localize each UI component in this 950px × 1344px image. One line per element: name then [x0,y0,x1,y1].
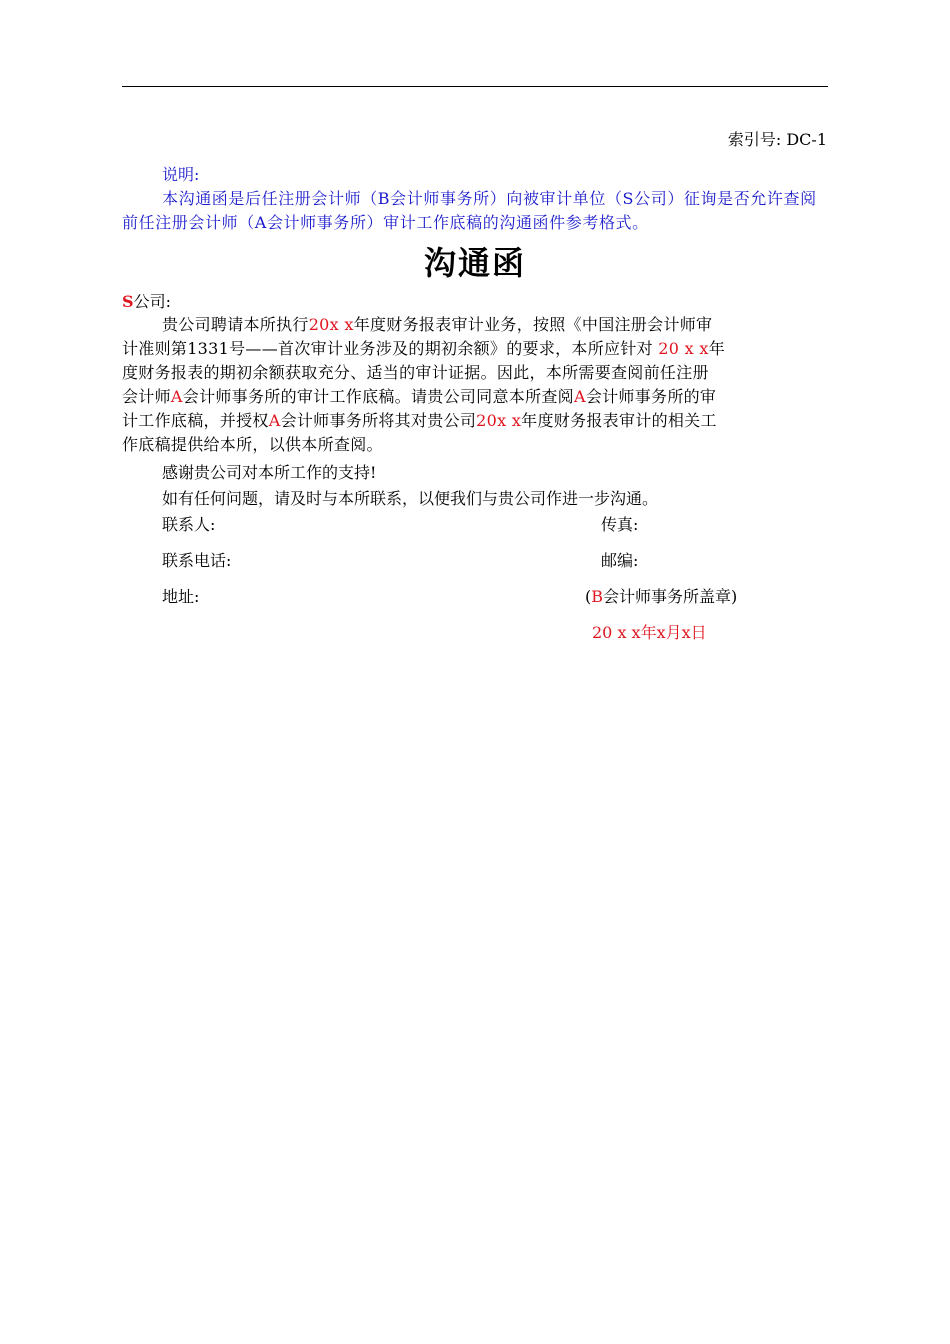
body-text: 会计师事务所将其对贵公司 [280,411,477,430]
body-text: 计工作底稿，并授权 [122,411,269,430]
thanks-line: 感谢贵公司对本所工作的支持! [162,463,377,482]
body-line-4 [122,385,832,409]
header-rule [122,86,828,87]
firm-placeholder: A [268,411,281,430]
body-line-6: 作底稿提供给本所，以供本所查阅。 [122,435,383,454]
note-body: 本沟通函是后任注册会计师（B会计师事务所）向被审计单位（S公司）征询是否允许查阅前任注册会计师（A会计师事务所）审计工作底稿的沟通函件参考格式。 [122,189,817,232]
firm-placeholder: A [573,387,586,406]
firm-placeholder: A [170,387,183,406]
body-text: 贵公司聘请本所执行 [162,315,309,334]
body-text: 会计师事务所的审计工作底稿。请贵公司同意本所查阅 [182,387,574,406]
postcode-label: 邮编: [601,551,639,570]
body-text: 计准则第1331号——首次审计业务涉及的期初余额》的要求，本所应针对 [122,339,653,358]
contact-request-line: 如有任何问题，请及时与本所联系，以便我们与贵公司作进一步沟通。 [162,489,659,508]
year-placeholder: 20x x [476,411,522,430]
document-title: 沟通函 [423,244,526,282]
seal-line [585,584,737,607]
addressee [122,289,171,312]
body-text: 会计师事务所的审 [585,387,717,406]
body-text: 年度财务报表审计业务，按照《中国注册会计师审 [353,315,713,334]
addressee-suffix: 公司: [133,292,171,311]
body-line-5 [122,409,832,433]
letter-body [122,313,832,457]
seal-text: 会计师事务所盖章) [603,587,738,606]
explanatory-note [122,163,832,235]
date-line: 20 x x年x月x日 [592,623,707,642]
body-text: 年 [708,339,725,358]
address-label: 地址: [162,587,200,606]
body-line-3: 度财务报表的期初余额获取充分、适当的审计证据。因此，本所需要查阅前任注册 [122,363,709,382]
body-text: 会计师 [122,387,171,406]
phone-label: 联系电话: [162,551,232,570]
body-line-1 [122,313,832,337]
year-placeholder: 20 x x [652,339,709,358]
note-title: 说明: [162,165,200,184]
body-line-2 [122,337,832,361]
addressee-company-code: S [122,292,134,311]
year-placeholder: 20x x [308,315,354,334]
body-text: 年度财务报表审计的相关工 [521,411,717,430]
contact-person-label: 联系人: [162,515,216,534]
seal-firm-placeholder: B [591,587,604,606]
seal-open: ( [585,587,592,606]
fax-label: 传真: [601,515,639,534]
index-reference: 索引号: DC-1 [727,130,827,149]
